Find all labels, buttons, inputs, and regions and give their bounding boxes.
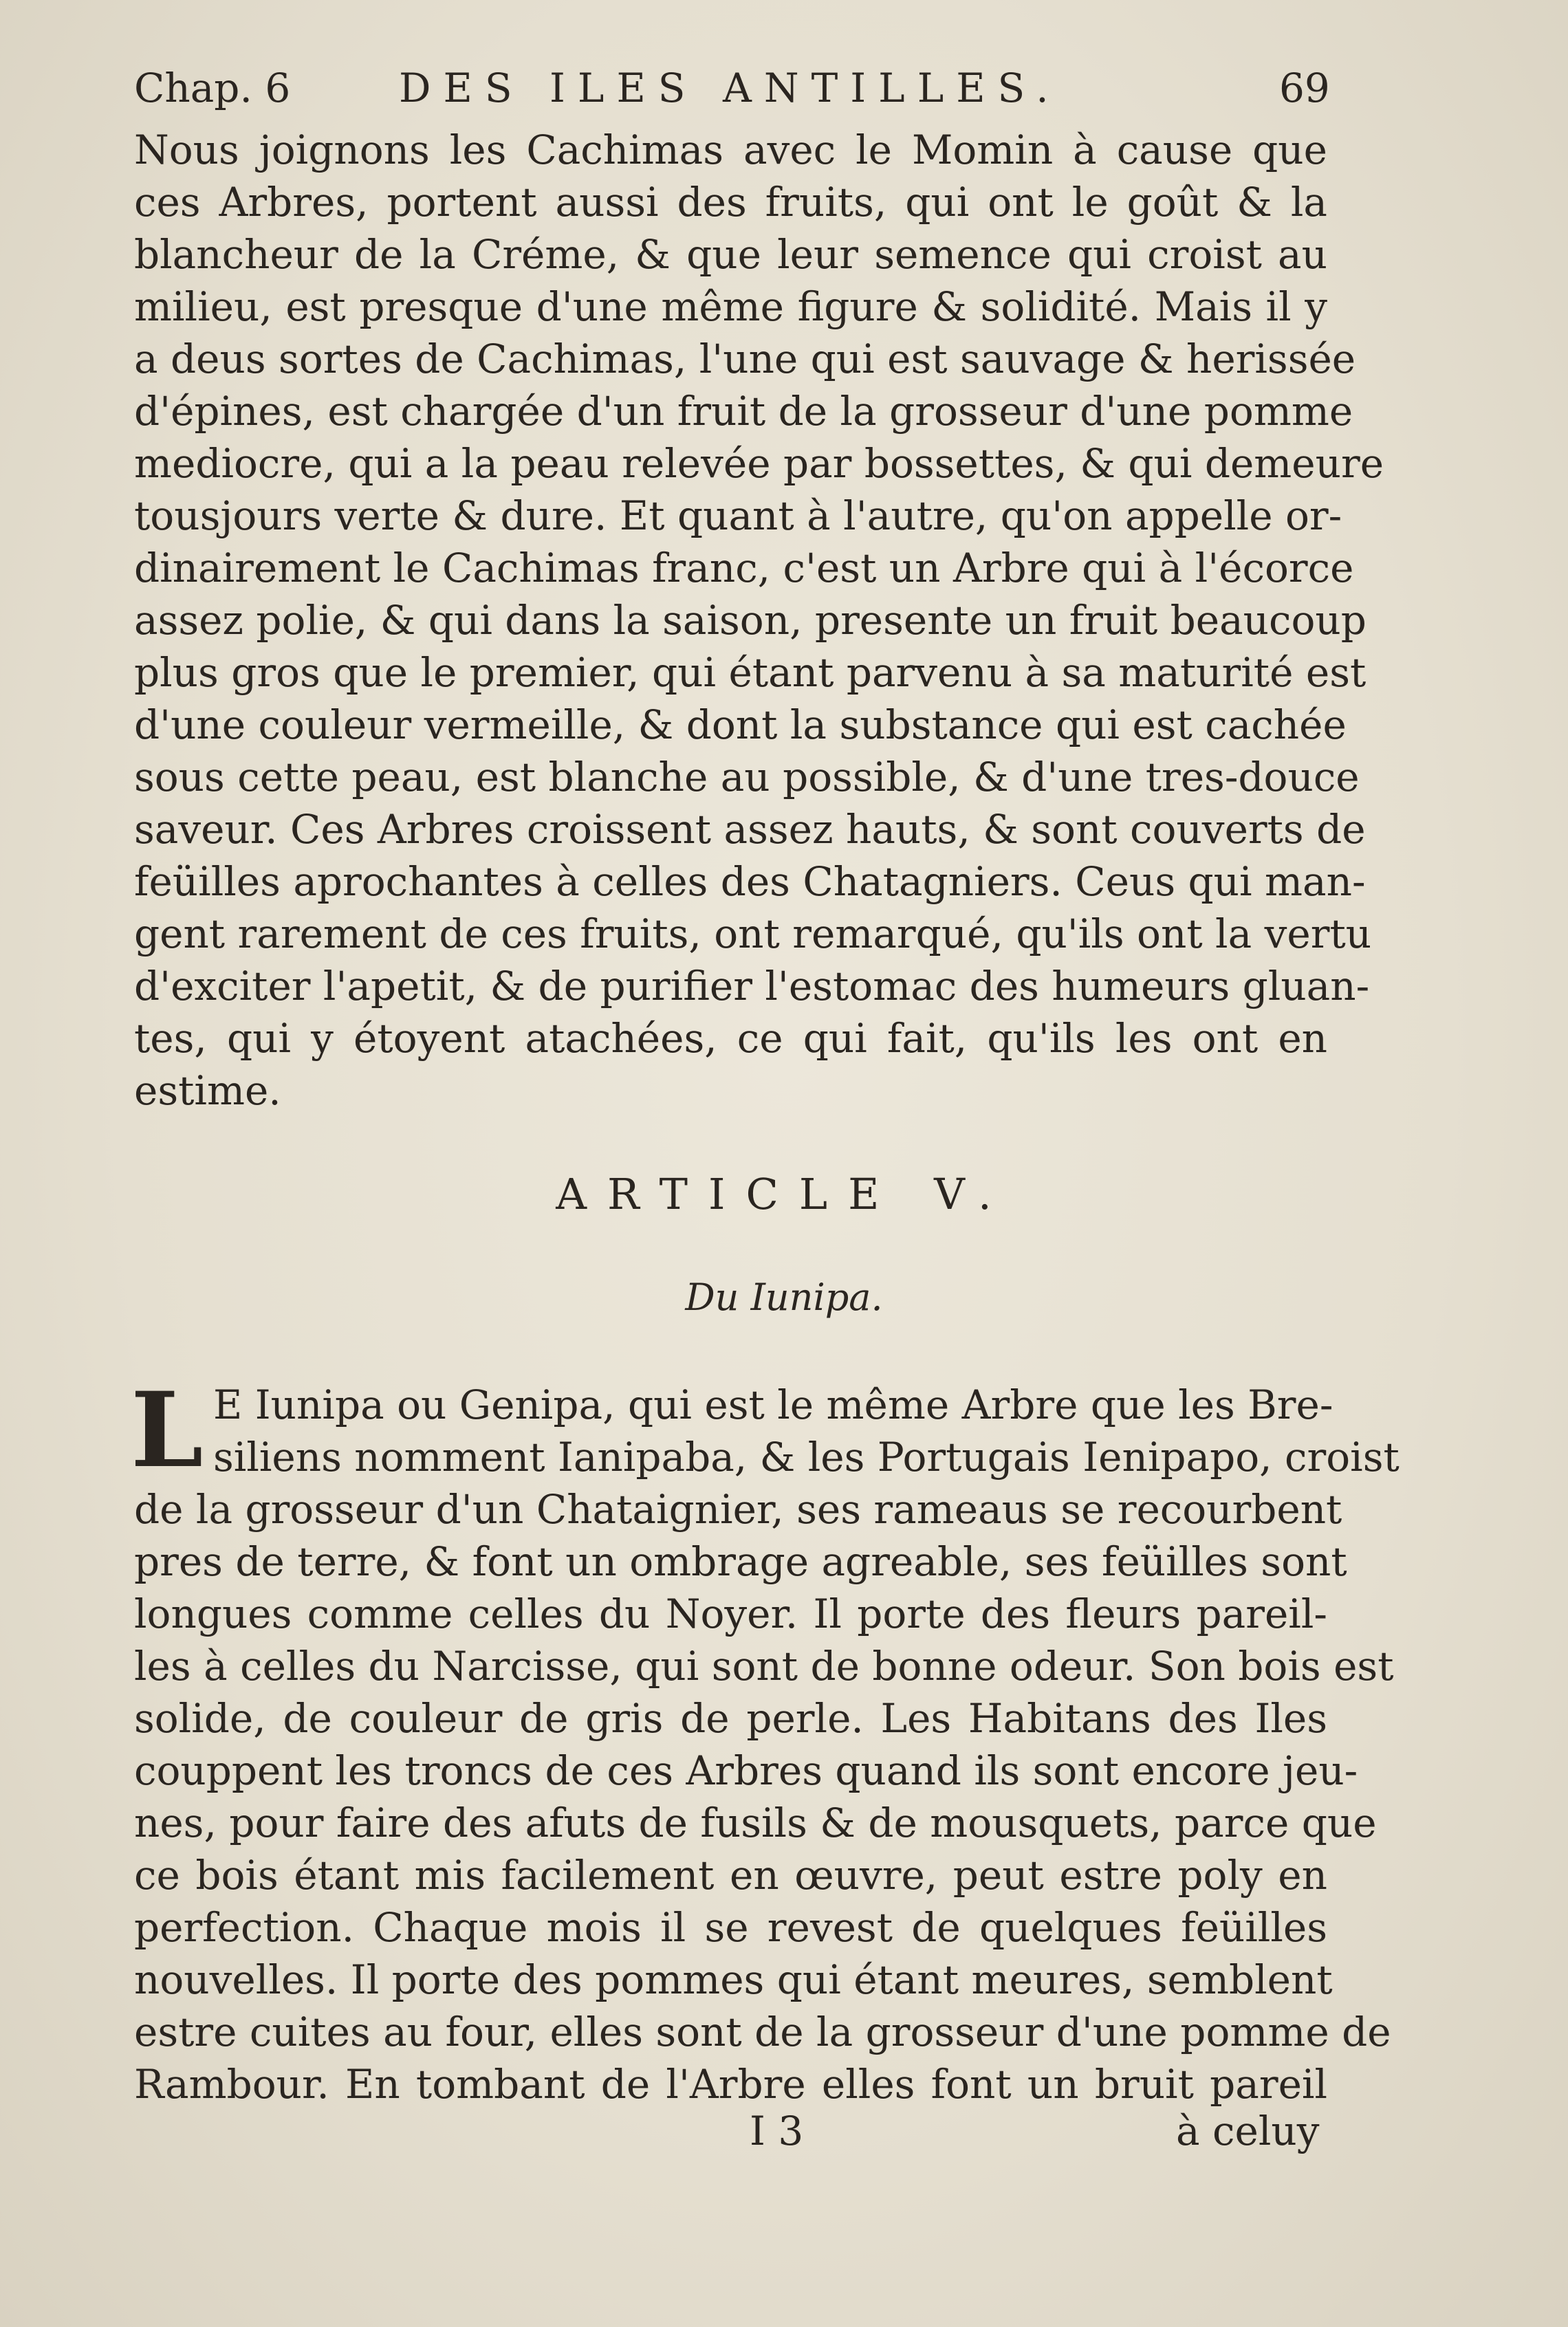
text-line: ces Arbres, portent aussi des fruits, qui ont le goût & la: [134, 179, 1327, 226]
text-line: estre cuites au four, elles sont de la grosseur d'une pomme de: [134, 2009, 1391, 2055]
catchword: à celuy: [1176, 2108, 1320, 2154]
text-line: perfection. Chaque mois il se revest de quelques feüilles: [134, 1904, 1327, 1951]
drop-cap: L: [131, 1370, 204, 1491]
text-line: d'une couleur vermeille, & dont la substance qui est cachée: [134, 701, 1347, 748]
text-line: milieu, est presque d'une même figure & solidité. Mais il y: [134, 283, 1327, 330]
text-line: siliens nomment Ianipaba, & les Portugais Ienipapo, croist: [213, 1434, 1400, 1481]
text-line: de la grosseur d'un Chataignier, ses rameaus se recourbent: [134, 1486, 1342, 1533]
article-heading: ARTICLE V.: [556, 1169, 1012, 1219]
text-line: tousjours verte & dure. Et quant à l'autre, qu'on appelle or-: [134, 492, 1342, 539]
text-line: Nous joignons les Cachimas avec le Momin à cause que: [134, 127, 1327, 173]
text-line: saveur. Ces Arbres croissent assez hauts, & sont couverts de: [134, 806, 1366, 853]
running-title: DES ILES ANTILLES.: [399, 65, 1061, 111]
text-line: sous cette peau, est blanche au possible, & d'une tres-douce: [134, 754, 1360, 800]
article-subtitle: Du Iunipa.: [685, 1276, 883, 1319]
text-line: nes, pour faire des afuts de fusils & de mousquets, parce que: [134, 1800, 1377, 1846]
text-line: blancheur de la Créme, & que leur semence qui croist au: [134, 231, 1327, 278]
text-line: couppent les troncs de ces Arbres quand ils sont encore jeu-: [134, 1747, 1358, 1794]
text-line: les à celles du Narcisse, qui sont de bonne odeur. Son bois est: [134, 1643, 1394, 1690]
text-line: dinairement le Cachimas franc, c'est un Arbre qui à l'écorce: [134, 545, 1354, 591]
signature-mark: I 3: [750, 2108, 804, 2154]
text-line: tes, qui y étoyent atachées, ce qui fait, qu'ils les ont en: [134, 1015, 1327, 1062]
text-line: solide, de couleur de gris de perle. Les Habitans des Iles: [134, 1695, 1327, 1742]
text-line: E Iunipa ou Genipa, qui est le même Arbre que les Bre-: [213, 1381, 1333, 1428]
text-line: Rambour. En tombant de l'Arbre elles font un bruit pareil: [134, 2061, 1327, 2108]
text-line: pres de terre, & font un ombrage agreable, ses feüilles sont: [134, 1538, 1347, 1585]
text-line: longues comme celles du Noyer. Il porte des fleurs pareil-: [134, 1591, 1327, 1637]
text-line: feüilles aprochantes à celles des Chatagniers. Ceus qui man-: [134, 858, 1366, 905]
text-line: nouvelles. Il porte des pommes qui étant meures, semblent: [134, 1956, 1333, 2003]
text-line: estime.: [134, 1067, 281, 1114]
text-line: d'épines, est chargée d'un fruit de la grosseur d'une pomme: [134, 388, 1353, 435]
chapter-label: Chap. 6: [134, 65, 291, 111]
text-line: d'exciter l'apetit, & de purifier l'estomac des humeurs gluan-: [134, 963, 1370, 1009]
text-line: a deus sortes de Cachimas, l'une qui est sauvage & herissée: [134, 336, 1356, 382]
page-number: 69: [1279, 65, 1330, 111]
text-line: gent rarement de ces fruits, ont remarqué, qu'ils ont la vertu: [134, 910, 1372, 957]
text-line: plus gros que le premier, qui étant parvenu à sa maturité est: [134, 649, 1366, 696]
text-line: assez polie, & qui dans la saison, presente un fruit beaucoup: [134, 597, 1366, 644]
text-line: mediocre, qui a la peau relevée par bossettes, & qui demeure: [134, 440, 1384, 487]
text-line: ce bois étant mis facilement en œuvre, peut estre poly en: [134, 1852, 1327, 1899]
